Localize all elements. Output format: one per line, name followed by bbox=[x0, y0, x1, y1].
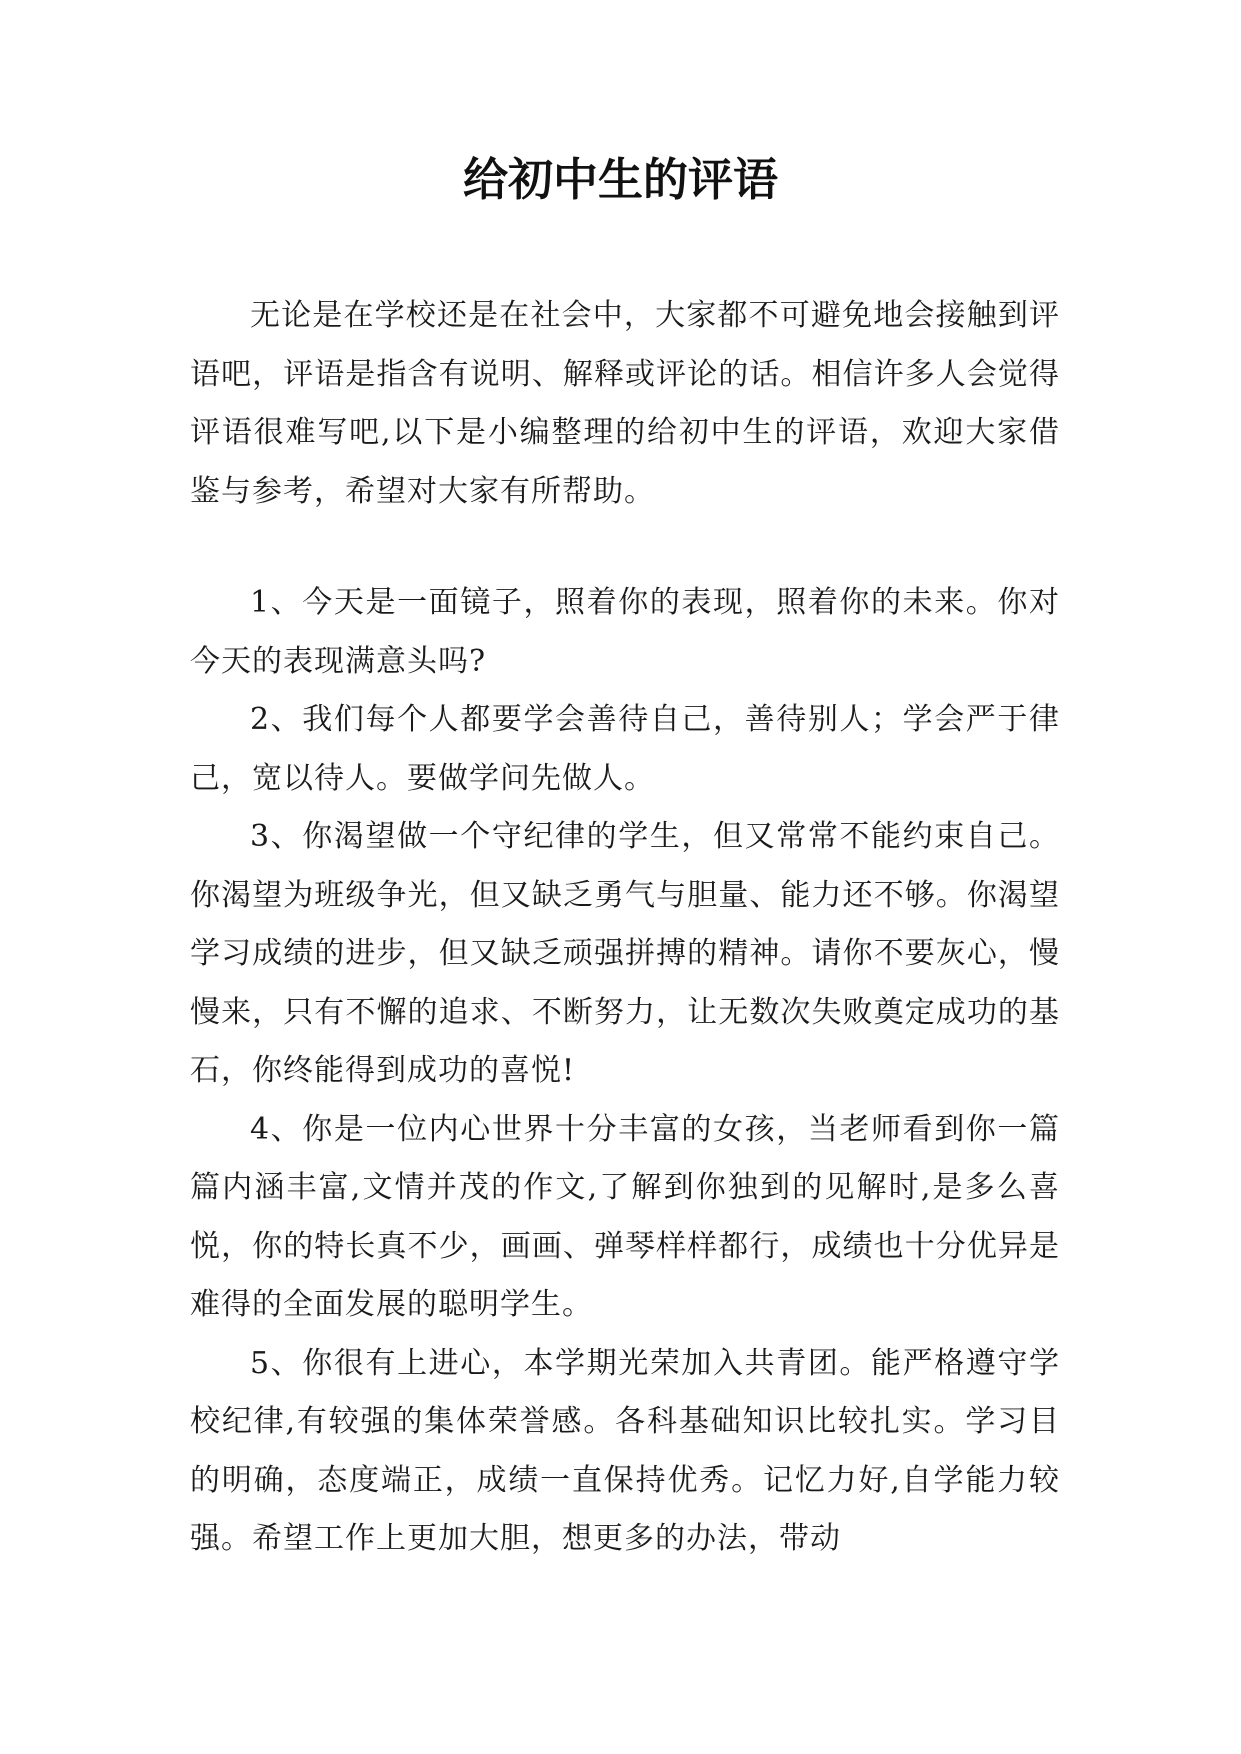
comment-item-5: 5、你很有上进心，本学期光荣加入共青团。能严格遵守学校纪律,有较强的集体荣誉感。各科基础知识比较扎实。学习目的明确，态度端正，成绩一直保持优秀。记忆力好,自学能力较强。希望工作上更加大胆，想更多的办法，带动 bbox=[190, 1345, 1060, 1556]
intro-section bbox=[190, 287, 1060, 521]
comment-item-2: 2、我们每个人都要学会善待自己，善待别人；学会严于律己，宽以待人。要做学问先做人。 bbox=[190, 702, 1060, 796]
comment-item-4: 4、你是一位内心世界十分丰富的女孩，当老师看到你一篇篇内涵丰富,文情并茂的作文,了解到你独到的见解时,是多么喜悦，你的特长真不少，画画、弹琴样样都行，成绩也十分优异是难得的全面发展的聪明学生。 bbox=[190, 1111, 1060, 1322]
intro-paragraph: 无论是在学校还是在社会中，大家都不可避免地会接触到评语吧，评语是指含有说明、解释或评论的话。相信许多人会觉得评语很难写吧,以下是小编整理的给初中生的评语，欢迎大家借鉴与参考，希望对大家有所帮助。 bbox=[190, 298, 1060, 509]
comment-item-1: 1、今天是一面镜子，照着你的表现，照着你的未来。你对今天的表现满意头吗? bbox=[190, 585, 1060, 679]
comment-item-3: 3、你渴望做一个守纪律的学生，但又常常不能约束自己。你渴望为班级争光，但又缺乏勇气与胆量、能力还不够。你渴望学习成绩的进步，但又缺乏顽强拼搏的精神。请你不要灰心，慢慢来，只有不懈的追求、不断努力，让无数次失败奠定成功的基石，你终能得到成功的喜悦! bbox=[190, 819, 1060, 1088]
comments-list bbox=[190, 574, 1060, 1569]
document-title: 给初中生的评语 bbox=[462, 153, 778, 206]
